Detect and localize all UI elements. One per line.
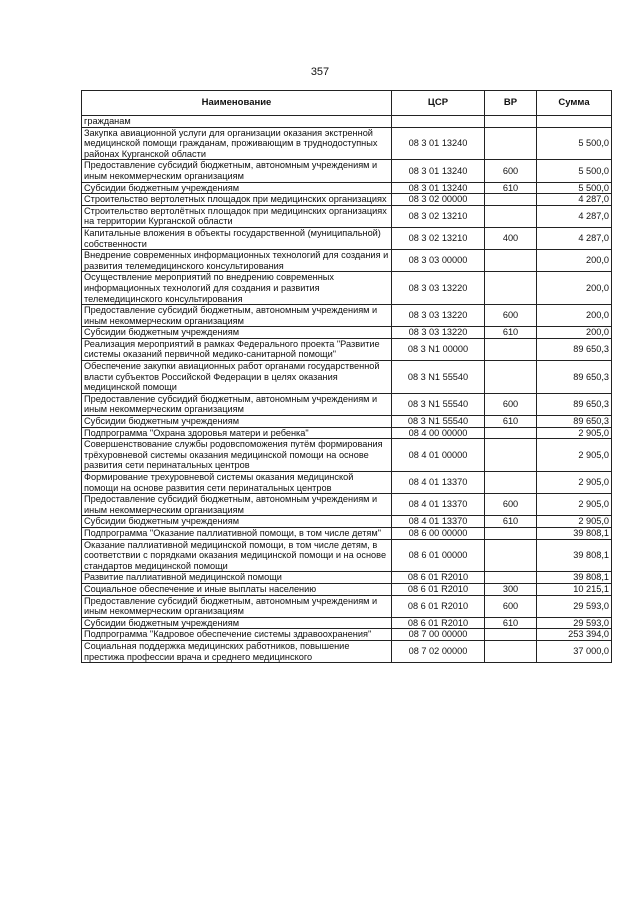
cell-name: Оказание паллиативной медицинской помощи, в том числе детям, в соответствии с порядками оказания медицинской помощи и на основе стандартов медицинской помощи — [82, 539, 392, 572]
table-row — [82, 472, 612, 494]
cell-csr: 08 3 02 13210 — [392, 205, 485, 227]
cell-sum: 39 808,1 — [537, 527, 612, 539]
cell-sum: 2 905,0 — [537, 472, 612, 494]
cell-name: Социальная поддержка медицинских работников, повышение престижа профессии врача и среднего медицинского — [82, 640, 392, 662]
table-row — [82, 361, 612, 394]
table-row — [82, 338, 612, 360]
cell-csr: 08 6 01 00000 — [392, 539, 485, 572]
cell-vr: 600 — [485, 595, 537, 617]
cell-csr: 08 3 01 13240 — [392, 160, 485, 182]
cell-sum: 89 650,3 — [537, 416, 612, 428]
cell-csr: 08 6 01 R2010 — [392, 617, 485, 629]
table-row — [82, 572, 612, 584]
cell-csr: 08 4 01 13370 — [392, 494, 485, 516]
cell-csr: 08 3 03 00000 — [392, 250, 485, 272]
cell-sum: 5 500,0 — [537, 182, 612, 194]
cell-name: Внедрение современных информационных технологий для создания и развития телемедицинского консультирования — [82, 250, 392, 272]
cell-sum: 253 394,0 — [537, 629, 612, 641]
cell-csr: 08 3 02 13210 — [392, 227, 485, 249]
table-body — [82, 116, 612, 663]
cell-vr: 300 — [485, 583, 537, 595]
cell-name: Строительство вертолётных площадок при медицинских организациях на территории Курганской области — [82, 205, 392, 227]
cell-vr — [485, 205, 537, 227]
cell-sum: 39 808,1 — [537, 572, 612, 584]
table-row — [82, 116, 612, 128]
table-row — [82, 617, 612, 629]
cell-vr — [485, 472, 537, 494]
header-csr: ЦСР — [392, 91, 485, 116]
cell-name: Субсидии бюджетным учреждениям — [82, 327, 392, 339]
header-sum: Сумма — [537, 91, 612, 116]
table-row — [82, 583, 612, 595]
cell-vr — [485, 338, 537, 360]
table-row — [82, 640, 612, 662]
cell-csr: 08 3 N1 55540 — [392, 361, 485, 394]
cell-csr: 08 3 01 13240 — [392, 127, 485, 160]
cell-sum: 200,0 — [537, 327, 612, 339]
cell-sum: 4 287,0 — [537, 227, 612, 249]
cell-name: Формирование трехуровневой системы оказания медицинской помощи на основе развития сети перинатальных центров — [82, 472, 392, 494]
table-row — [82, 494, 612, 516]
cell-vr — [485, 116, 537, 128]
cell-csr: 08 4 01 13370 — [392, 472, 485, 494]
table-row — [82, 416, 612, 428]
cell-csr: 08 3 03 13220 — [392, 305, 485, 327]
cell-name: Осуществление мероприятий по внедрению современных информационных технологий для создания и развития телемедицинского консультирования — [82, 272, 392, 305]
cell-name: Капитальные вложения в объекты государственной (муниципальной) собственности — [82, 227, 392, 249]
cell-sum: 2 905,0 — [537, 516, 612, 528]
cell-sum: 4 287,0 — [537, 194, 612, 206]
page-number: 357 — [310, 66, 330, 78]
cell-sum — [537, 116, 612, 128]
cell-vr: 610 — [485, 182, 537, 194]
cell-vr — [485, 427, 537, 439]
cell-csr: 08 3 N1 55540 — [392, 393, 485, 415]
cell-csr: 08 6 00 00000 — [392, 527, 485, 539]
cell-vr: 610 — [485, 516, 537, 528]
cell-name: Предоставление субсидий бюджетным, автономным учреждениям и иным некоммерческим организациям — [82, 305, 392, 327]
cell-sum: 29 593,0 — [537, 617, 612, 629]
cell-vr — [485, 361, 537, 394]
table-row — [82, 327, 612, 339]
cell-name: Обеспечение закупки авиационных работ органами государственной власти субъектов Российской Федерации в целях оказания медицинской помощи — [82, 361, 392, 394]
cell-vr — [485, 527, 537, 539]
cell-csr — [392, 116, 485, 128]
cell-csr: 08 3 03 13220 — [392, 327, 485, 339]
cell-vr — [485, 250, 537, 272]
cell-sum: 200,0 — [537, 305, 612, 327]
cell-sum: 5 500,0 — [537, 160, 612, 182]
cell-vr: 610 — [485, 416, 537, 428]
cell-name: Подпрограмма "Кадровое обеспечение системы здравоохранения" — [82, 629, 392, 641]
cell-vr: 600 — [485, 393, 537, 415]
cell-name: Подпрограмма "Охрана здоровья матери и ребенка" — [82, 427, 392, 439]
cell-name: гражданам — [82, 116, 392, 128]
cell-sum: 37 000,0 — [537, 640, 612, 662]
cell-sum: 89 650,3 — [537, 361, 612, 394]
cell-sum: 2 905,0 — [537, 439, 612, 472]
cell-name: Развитие паллиативной медицинской помощи — [82, 572, 392, 584]
cell-sum: 4 287,0 — [537, 205, 612, 227]
cell-vr — [485, 439, 537, 472]
cell-sum: 89 650,3 — [537, 338, 612, 360]
cell-csr: 08 6 01 R2010 — [392, 595, 485, 617]
table-row — [82, 160, 612, 182]
cell-vr: 600 — [485, 305, 537, 327]
cell-vr: 610 — [485, 617, 537, 629]
table-row — [82, 205, 612, 227]
cell-vr — [485, 194, 537, 206]
cell-csr: 08 3 01 13240 — [392, 182, 485, 194]
cell-vr — [485, 572, 537, 584]
cell-name: Социальное обеспечение и иные выплаты населению — [82, 583, 392, 595]
cell-name: Субсидии бюджетным учреждениям — [82, 182, 392, 194]
cell-name: Субсидии бюджетным учреждениям — [82, 516, 392, 528]
cell-name: Подпрограмма "Оказание паллиативной помощи, в том числе детям" — [82, 527, 392, 539]
cell-csr: 08 3 02 00000 — [392, 194, 485, 206]
header-vr: ВР — [485, 91, 537, 116]
cell-name: Совершенствование службы родовспоможения путём формирования трёхуровневой системы оказания медицинской помощи на основе развития сети перинатальных центров — [82, 439, 392, 472]
table-row — [82, 427, 612, 439]
table-row — [82, 595, 612, 617]
cell-name: Предоставление субсидий бюджетным, автономным учреждениям и иным некоммерческим организациям — [82, 494, 392, 516]
cell-name: Предоставление субсидий бюджетным, автономным учреждениям и иным некоммерческим организациям — [82, 160, 392, 182]
cell-sum: 2 905,0 — [537, 427, 612, 439]
cell-csr: 08 4 00 00000 — [392, 427, 485, 439]
cell-csr: 08 7 00 00000 — [392, 629, 485, 641]
cell-sum: 2 905,0 — [537, 494, 612, 516]
cell-csr: 08 3 03 13220 — [392, 272, 485, 305]
cell-csr: 08 3 N1 55540 — [392, 416, 485, 428]
table-row — [82, 250, 612, 272]
cell-sum: 29 593,0 — [537, 595, 612, 617]
table-row — [82, 182, 612, 194]
cell-sum: 5 500,0 — [537, 127, 612, 160]
cell-csr: 08 6 01 R2010 — [392, 572, 485, 584]
cell-vr — [485, 127, 537, 160]
cell-name: Реализация мероприятий в рамках Федерального проекта "Развитие системы оказаний первичной медико-санитарной помощи" — [82, 338, 392, 360]
cell-name: Строительство вертолетных площадок при медицинских организациях — [82, 194, 392, 206]
table-row — [82, 227, 612, 249]
table-row — [82, 516, 612, 528]
table-row — [82, 272, 612, 305]
cell-vr — [485, 629, 537, 641]
table-row — [82, 539, 612, 572]
table-row — [82, 194, 612, 206]
cell-csr: 08 7 02 00000 — [392, 640, 485, 662]
cell-name: Субсидии бюджетным учреждениям — [82, 617, 392, 629]
cell-vr — [485, 640, 537, 662]
cell-vr: 600 — [485, 160, 537, 182]
cell-name: Предоставление субсидий бюджетным, автономным учреждениям и иным некоммерческим организациям — [82, 595, 392, 617]
cell-sum: 89 650,3 — [537, 393, 612, 415]
cell-vr: 400 — [485, 227, 537, 249]
table-row — [82, 439, 612, 472]
cell-vr: 610 — [485, 327, 537, 339]
table-row — [82, 305, 612, 327]
cell-csr: 08 6 01 R2010 — [392, 583, 485, 595]
cell-csr: 08 4 01 00000 — [392, 439, 485, 472]
cell-sum: 10 215,1 — [537, 583, 612, 595]
table-row — [82, 127, 612, 160]
budget-table — [81, 90, 612, 663]
cell-vr — [485, 272, 537, 305]
cell-name: Субсидии бюджетным учреждениям — [82, 416, 392, 428]
cell-sum: 200,0 — [537, 272, 612, 305]
cell-vr: 600 — [485, 494, 537, 516]
table-row — [82, 629, 612, 641]
table-row — [82, 393, 612, 415]
cell-sum: 39 808,1 — [537, 539, 612, 572]
table-row — [82, 527, 612, 539]
cell-csr: 08 4 01 13370 — [392, 516, 485, 528]
cell-name: Предоставление субсидий бюджетным, автономным учреждениям и иным некоммерческим организациям — [82, 393, 392, 415]
cell-name: Закупка авиационной услуги для организации оказания экстренной медицинской помощи гражданам, проживающим в труднодоступных районах Курганской области — [82, 127, 392, 160]
table-header-row — [82, 91, 612, 116]
header-name: Наименование — [82, 91, 392, 116]
cell-csr: 08 3 N1 00000 — [392, 338, 485, 360]
cell-sum: 200,0 — [537, 250, 612, 272]
cell-vr — [485, 539, 537, 572]
